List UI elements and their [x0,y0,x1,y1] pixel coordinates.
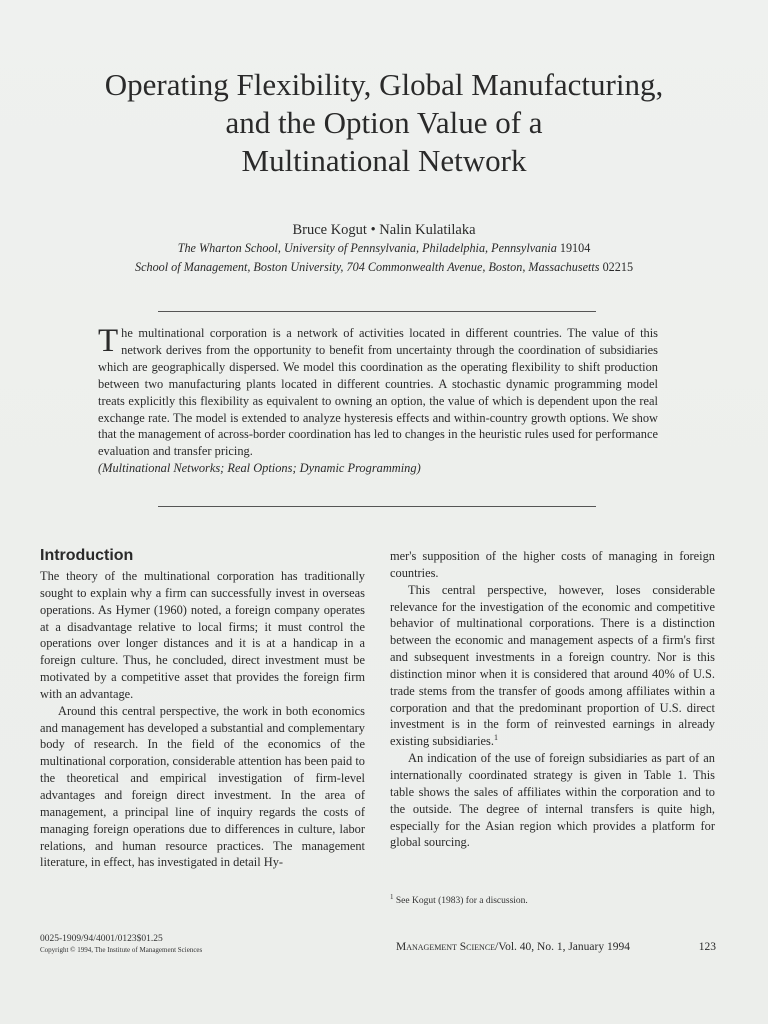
paragraph: mer's supposition of the higher costs of managing in foreign countries. [390,549,715,580]
paragraph: Around this central perspective, the work in both economics and management has developed a substantial and complementary body of research. In the field of the economics of the multinational corporation, considerable attention has been paid to the theoretical and empirical investigation of firm-level advantages and foreign direct investment. In the area of management, a principal line of inquiry regards the costs of managing foreign operations due to differences in culture, labor relations, and human resource practices. The management literature, in effect, has investigated in detail Hy- [40,703,365,870]
imprint [40,934,202,956]
copyright-notice: Copyright © 1994, The Institute of Management Sciences [40,946,203,954]
affiliation-zip: 02215 [602,260,634,274]
paper-title [30,66,738,180]
affiliation-text: The Wharton School, University of Pennsylvania, Philadelphia, Pennsylvania [177,241,557,255]
title-line: Multinational Network [241,143,527,178]
author-line: Bruce Kogut • Nalin Kulatilaka [292,222,476,238]
abstract-top-rule [158,311,596,312]
abstract [98,325,658,477]
footnote-number: 1 [390,893,394,901]
abstract-text: he multinational corporation is a network of activities located in different countries. The value of this network derives from the opportunity to benefit from uncertainty through the coordination of subsidiaries which are geographically dispersed. We model this coordination as the operating flexibility to shift production between two manufacturing plants located in different countries. A stochastic dynamic programming model treats explicitly this flexibility as equivalent to owning an option, the value of which is dependent upon the real exchange rate. The model is extended to analyze hysteresis effects and within-country growth options. We show that the management of across-border coordination has led to changes in the heuristic rules used for performance evaluation and transfer pricing. [98,326,658,459]
journal-name: Management Science [396,941,496,953]
footnote [390,893,715,906]
paragraph [390,582,715,750]
title-line: and the Option Value of a [225,105,543,140]
affiliation-text: School of Management, Boston University, 704 Commonwealth Avenue, Boston, Massachusetts [134,260,600,274]
paragraph-text: This central perspective, however, loses considerable relevance for the investigation of the economic and competitive behavior of multinational corporations. There is a distinction between the economic and management aspects of a firm's first and subsequent investments in a foreign country. Nor is this distinction minor when it is considered that around 40% of U.S. trade stems from the transfer of goods among affiliates within a corporation and that the predominant proportion of U.S. direct investment is in the form of reinvested earnings in already existing subsidiaries. [390,582,715,749]
section-heading-introduction: Introduction [40,547,134,564]
paragraph: An indication of the use of foreign subsidiaries as part of an internationally coordinated strategy is given in Table 1. This table shows the sales of affiliates within the corporation and to the outside. The degree of internal transfers is quite high, especially for the Asian region which provides a platform for global sourcing. [390,751,715,850]
affiliation-zip: 19104 [559,241,591,255]
affiliation-wharton [0,241,768,256]
abstract-bottom-rule [158,506,596,507]
footnote-text: See Kogut (1983) for a discussion. [393,896,528,907]
right-column [390,548,715,851]
drop-cap: T [98,323,119,359]
journal-volume: /Vol. 40, No. 1, January 1994 [495,941,630,953]
journal-citation [396,941,716,953]
keywords: (Multinational Networks; Real Options; Dynamic Programming) [98,461,421,476]
left-column [40,546,365,871]
affiliation-boston [0,260,768,275]
footnote-marker: 1 [493,733,498,743]
paragraph: The theory of the multinational corporation has traditionally sought to explain why a firm can successfully invest in overseas operations. As Hymer (1960) noted, a foreign company operates at a disadvantage relative to local firms; it must control the operations over longer distances and it is at a handicap in a foreign culture. Thus, he concluded, direct investment must be motivated by a competitive asset that provides the foreign firm with an advantage. [40,569,365,701]
page-number: 123 [698,941,716,953]
issn-code: 0025-1909/94/4001/0123$01.25 [40,934,163,944]
title-line: Operating Flexibility, Global Manufacturing, [104,67,664,102]
